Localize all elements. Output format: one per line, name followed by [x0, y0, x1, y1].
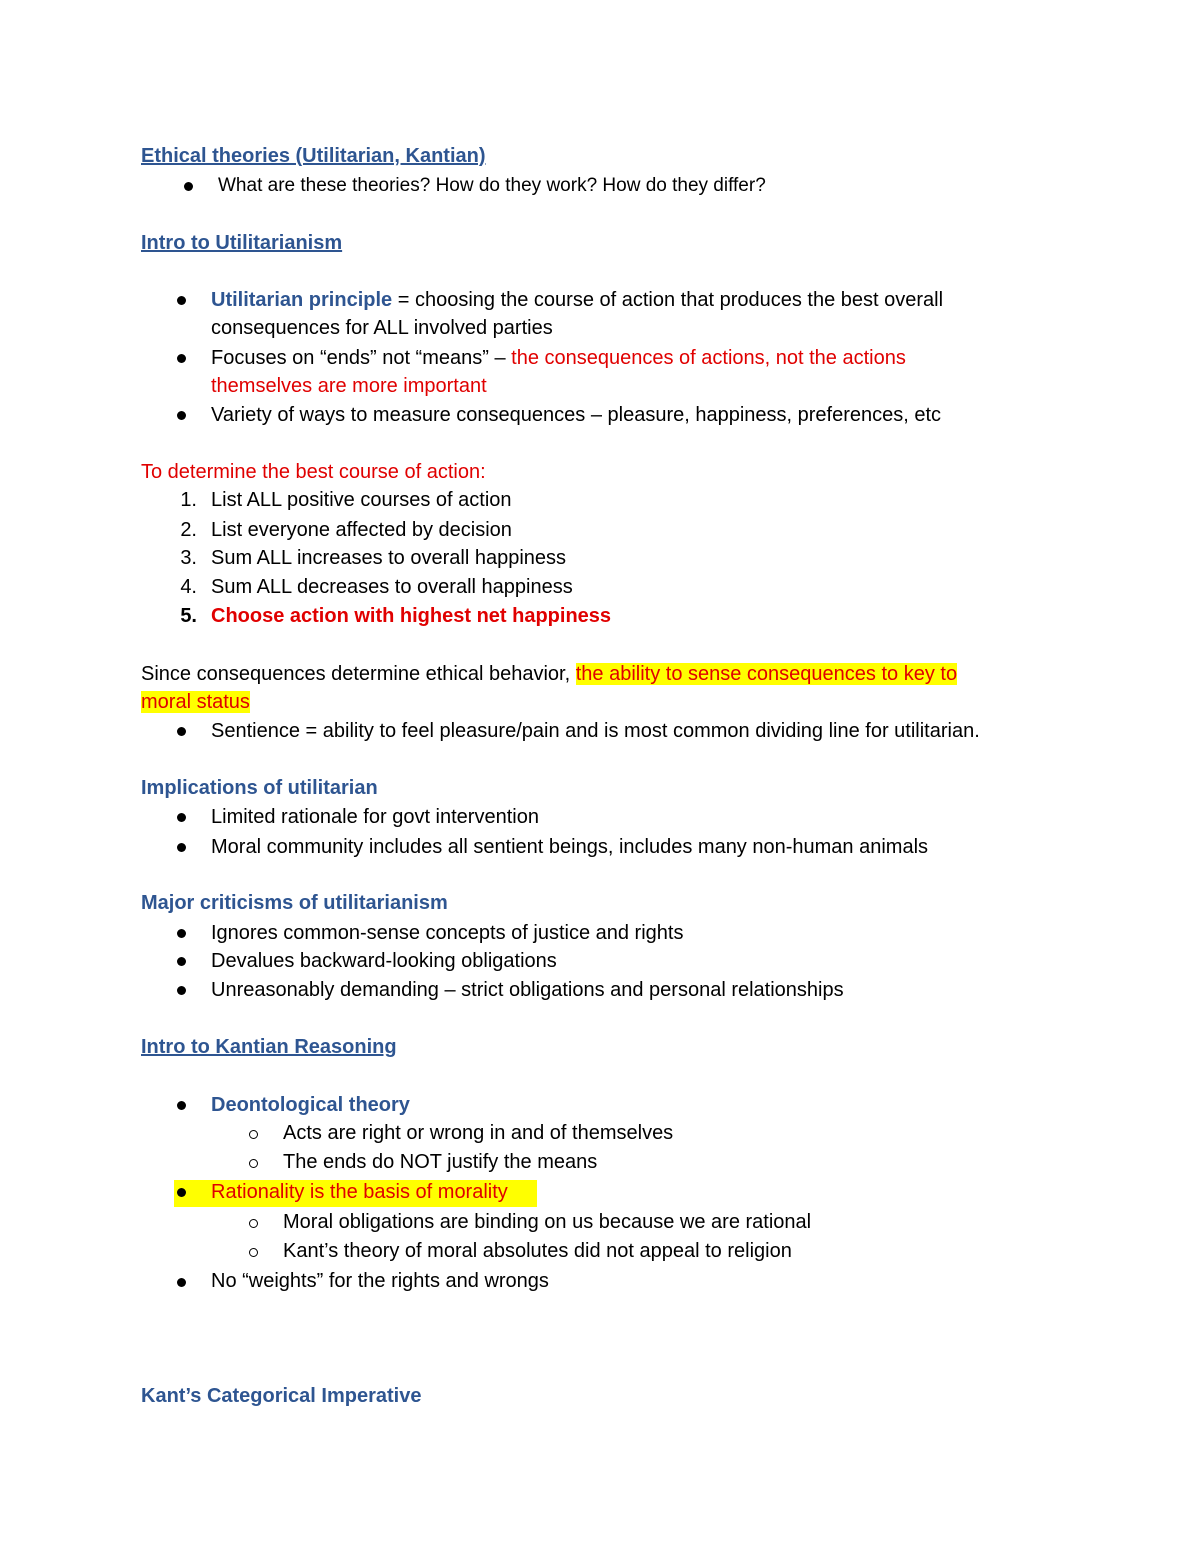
bullet-utilitarian-principle: [211, 286, 943, 314]
step-item: List ALL positive courses of action: [211, 489, 512, 511]
heading-criticisms: Major criticisms of utilitarianism: [141, 892, 448, 914]
step-number: 5.: [180, 605, 197, 627]
bullet-icon: [177, 296, 186, 305]
bullet-ends-not-means: [211, 344, 906, 372]
heading-implications: Implications of utilitarian: [141, 777, 378, 799]
step-item: Sum ALL decreases to overall happiness: [211, 576, 573, 598]
bullet-icon: [177, 957, 186, 966]
sub-bullet-icon: [249, 1159, 258, 1168]
sub-bullet-icon: [249, 1219, 258, 1228]
bullet-icon: [177, 1101, 186, 1110]
bullet-icon: [177, 929, 186, 938]
bullet-rationality: Rationality is the basis of morality: [211, 1181, 508, 1203]
bullet-measure-consequences: Variety of ways to measure consequences – pleasure, happiness, preferences, etc: [211, 404, 942, 426]
heading-intro-utilitarianism: Intro to Utilitarianism: [141, 232, 343, 254]
heading-ethical-theories: Ethical theories (Utilitarian, Kantian): [141, 145, 486, 167]
bullet-no-weights: No “weights” for the rights and wrongs: [211, 1270, 549, 1292]
ends-not-means-emphasis: the consequences of actions, not the actions: [511, 347, 906, 369]
bullet-criticism: Unreasonably demanding – strict obligations and personal relationships: [211, 979, 844, 1001]
sub-bullet-item: Acts are right or wrong in and of themselves: [283, 1122, 674, 1144]
step-item: Sum ALL increases to overall happiness: [211, 547, 567, 569]
ends-not-means-text: Focuses on “ends” not “means” –: [211, 347, 512, 369]
heading-categorical-imperative: Kant’s Categorical Imperative: [141, 1385, 422, 1407]
bullet-icon: [177, 986, 186, 995]
sub-bullet-item: Moral obligations are binding on us because we are rational: [283, 1211, 812, 1233]
sub-bullet-icon: [249, 1130, 258, 1139]
sub-bullet-item: The ends do NOT justify the means: [283, 1151, 598, 1173]
bullet-implication: Moral community includes all sentient beings, includes many non-human animals: [211, 836, 929, 858]
bullet-criticism: Devalues backward-looking obligations: [211, 950, 557, 972]
paragraph-since-consequences: [141, 660, 957, 688]
since-consequences-text: Since consequences determine ethical behavior,: [141, 663, 576, 685]
bullet-icon: [177, 411, 186, 420]
bullet-icon: [177, 1188, 186, 1197]
step-item: List everyone affected by decision: [211, 519, 512, 541]
step-item-highlighted: Choose action with highest net happiness: [211, 605, 612, 627]
heading-intro-kantian: Intro to Kantian Reasoning: [141, 1036, 397, 1058]
paragraph-since-consequences-cont: [141, 688, 250, 716]
bullet-icon: [177, 354, 186, 363]
step-number: 3.: [180, 547, 197, 569]
step-number: 2.: [180, 519, 197, 541]
sub-bullet-item: Kant’s theory of moral absolutes did not appeal to religion: [283, 1240, 792, 1262]
bullet-ethical-questions: What are these theories? How do they work? How do they differ?: [218, 175, 766, 196]
bullet-implication: Limited rationale for govt intervention: [211, 806, 539, 828]
term-utilitarian-principle: Utilitarian principle: [211, 289, 393, 311]
bullet-icon: [184, 182, 193, 191]
sub-bullet-icon: [249, 1248, 258, 1257]
bullet-ends-not-means-cont: themselves are more important: [211, 375, 487, 397]
utilitarian-principle-definition: = choosing the course of action that produces the best overall: [392, 289, 944, 311]
bullet-deontological: Deontological theory: [211, 1094, 410, 1116]
bullet-utilitarian-principle-cont: consequences for ALL involved parties: [211, 317, 553, 339]
step-number: 4.: [180, 576, 197, 598]
bullet-criticism: Ignores common-sense concepts of justice and rights: [211, 922, 684, 944]
bullet-icon: [177, 1278, 186, 1287]
bullet-sentience: Sentience = ability to feel pleasure/pain and is most common dividing line for utilitarian.: [211, 720, 980, 742]
bullet-icon: [177, 813, 186, 822]
since-consequences-highlight: the ability to sense consequences to key to: [575, 663, 958, 685]
bullet-icon: [177, 727, 186, 736]
step-number: 1.: [180, 489, 197, 511]
moral-status-highlight: moral status: [141, 691, 250, 713]
bullet-icon: [177, 843, 186, 852]
heading-determine-best-course: To determine the best course of action:: [141, 461, 486, 483]
